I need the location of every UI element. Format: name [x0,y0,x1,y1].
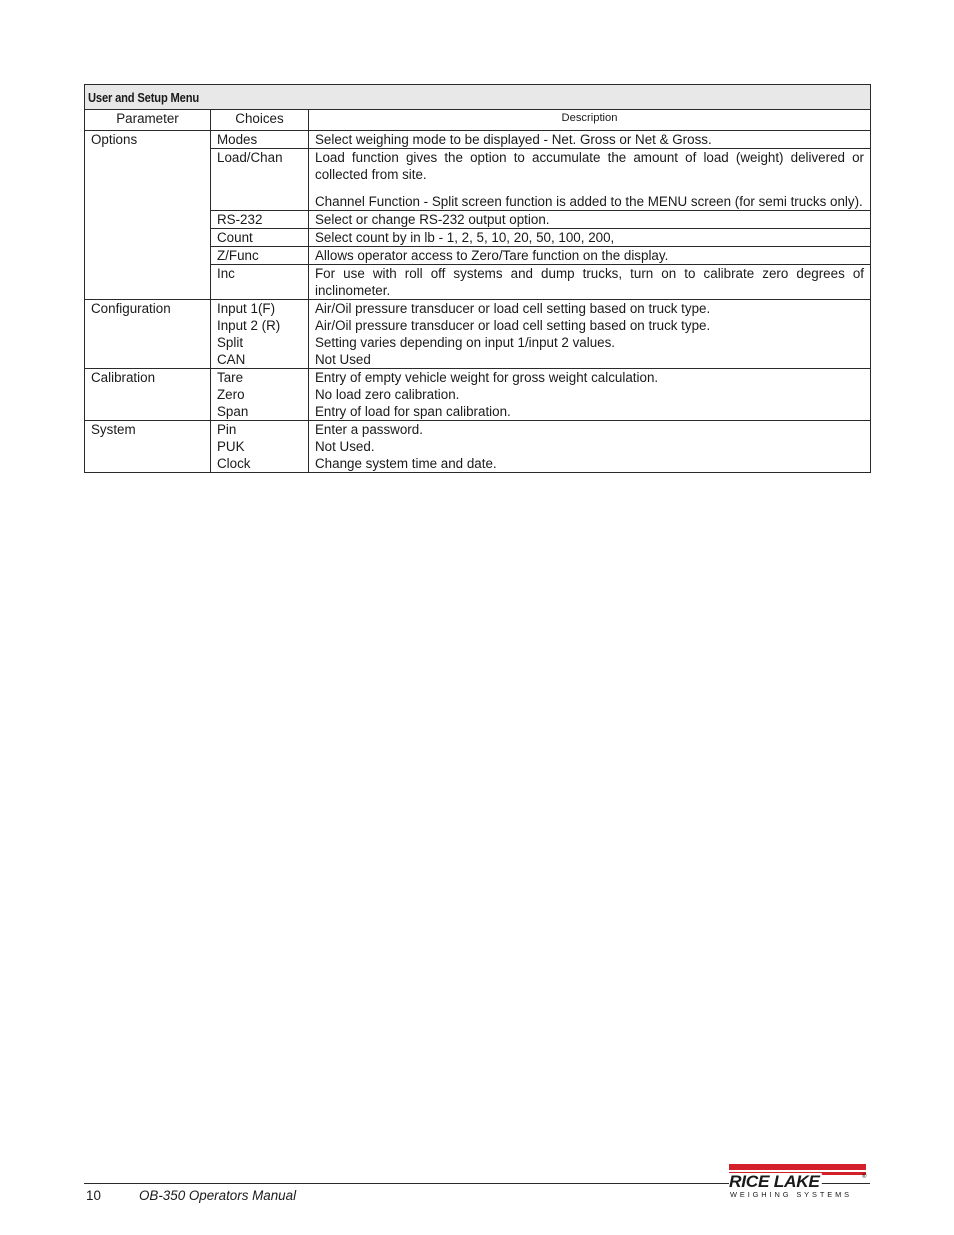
logo-stripe-top [729,1164,866,1170]
description-cell [309,247,871,265]
choice-line: PUK [217,439,245,454]
choice-line: CAN [217,352,246,367]
description-paragraph: Channel Function - Split screen function is added to the MENU screen (for semi trucks only). [315,194,863,209]
description-cell [309,211,871,229]
description-line: Entry of empty vehicle weight for gross weight calculation. [315,370,659,385]
description-cell [309,265,871,300]
parameter-cell: System [85,421,211,473]
page-number: 10 [86,1188,101,1203]
description-paragraph: Load function gives the option to accumulate the amount of load (weight) delivered or collected from site. [315,150,865,182]
description-paragraph: Allows operator access to Zero/Tare function on the display. [315,248,669,263]
header-choices: Choices [211,110,309,131]
description-line: Enter a password. [315,422,423,437]
choice-cell [211,369,309,421]
header-description: Description [309,110,871,131]
parameter-cell: Configuration [85,300,211,369]
description-paragraph: Select or change RS-232 output option. [315,212,550,227]
choice-cell: Z/Func [211,247,309,265]
description-cell [309,369,871,421]
manual-title: OB-350 Operators Manual [139,1188,297,1203]
user-setup-menu-table [84,84,871,473]
choice-line: Span [217,404,249,419]
table-title: User and Setup Menu [88,89,200,105]
choice-line: Split [217,335,244,350]
choice-cell: RS-232 [211,211,309,229]
choice-line: Input 2 (R) [217,318,281,333]
choice-line: Zero [217,387,245,402]
description-cell [309,421,871,473]
description-line: Entry of load for span calibration. [315,404,511,419]
choice-line: Input 1(F) [217,301,276,316]
description-line: Air/Oil pressure transducer or load cell setting based on truck type. [315,301,711,316]
parameter-cell: Options [85,131,211,300]
description-line: Not Used. [315,439,375,454]
description-line: Change system time and date. [315,456,497,471]
description-line: No load zero calibration. [315,387,460,402]
description-line: Setting varies depending on input 1/input 2 values. [315,335,616,350]
table-row [85,131,871,149]
description-cell [309,300,871,369]
header-parameter: Parameter [85,110,211,131]
description-paragraph: Select count by in lb - 1, 2, 5, 10, 20, 50, 100, 200, [315,230,615,245]
choice-cell: Inc [211,265,309,300]
table-title-row [85,85,871,110]
choice-cell: Count [211,229,309,247]
description-paragraph: Select weighing mode to be displayed - Net. Gross or Net & Gross. [315,132,712,147]
choice-cell [211,421,309,473]
choice-cell: Load/Chan [211,149,309,211]
table-title-cell [85,85,871,110]
choice-line: Clock [217,456,251,471]
table-row [85,421,871,473]
description-line: Not Used [315,352,371,367]
description-paragraph: For use with roll off systems and dump trucks, turn on to calibrate zero degrees of inclinometer. [315,266,865,298]
logo-tagline: WEIGHING SYSTEMS [730,1190,852,1199]
choice-line: Pin [217,422,237,437]
logo-registered-mark: ® [862,1174,867,1180]
choice-line: Tare [217,370,244,385]
table-row [85,369,871,421]
choice-cell: Modes [211,131,309,149]
description-cell [309,229,871,247]
choice-cell [211,300,309,369]
description-cell [309,149,871,211]
table-row [85,300,871,369]
rice-lake-logo [729,1164,869,1200]
table-header-row [85,110,871,131]
description-line: Air/Oil pressure transducer or load cell setting based on truck type. [315,318,711,333]
parameter-cell: Calibration [85,369,211,421]
description-cell [309,131,871,149]
logo-wordmark: RICE LAKE [729,1173,822,1190]
